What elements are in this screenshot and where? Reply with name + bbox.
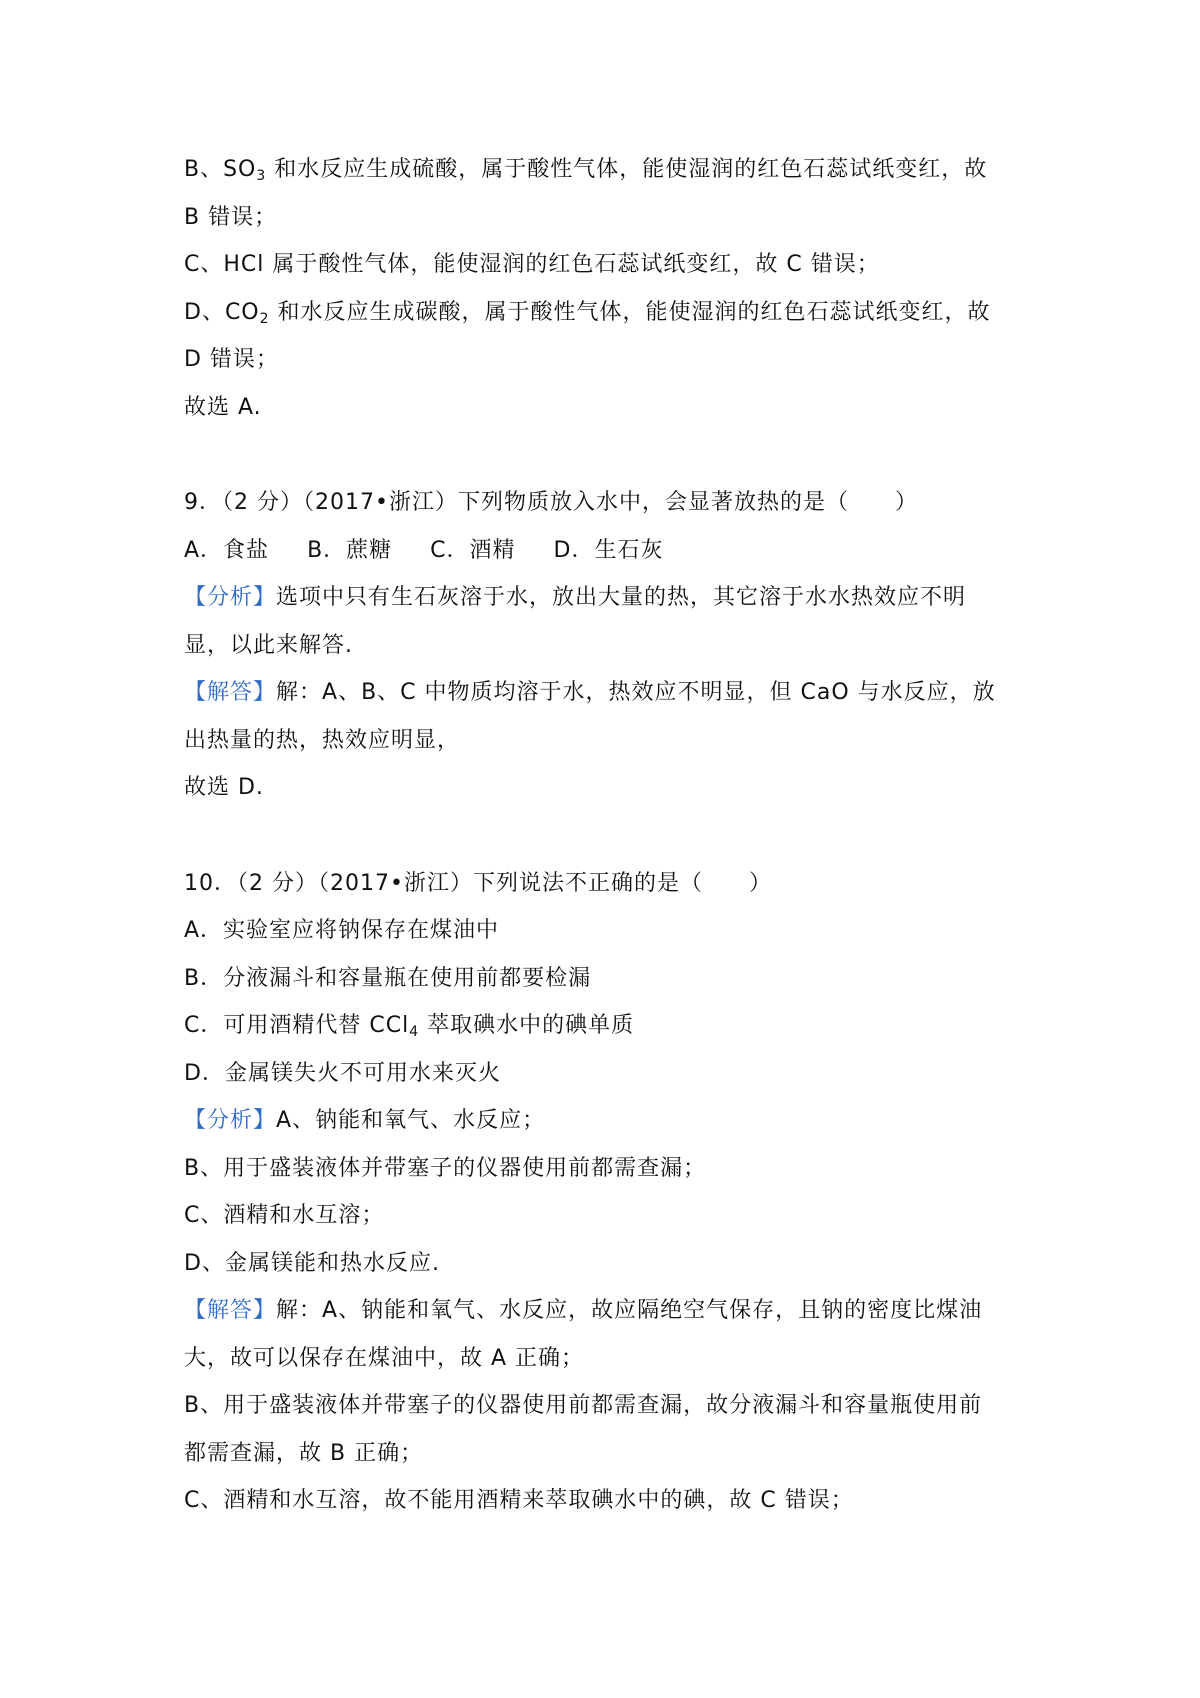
q9-stem: 9．（2 分）（2017•浙江）下列物质放入水中，会显著放热的是（ ） <box>184 490 918 515</box>
q9-option-b: B．蔗糖 <box>307 537 393 563</box>
text: 和水反应生成硫酸，属于酸性气体，能使湿润的红色石蕊试纸变红，故 <box>266 157 988 182</box>
analysis-tag: 【分析】 <box>184 1108 277 1133</box>
answer-tag: 【解答】 <box>184 1298 277 1323</box>
q10-analysis-b: B、用于盛装液体并带塞子的仪器使用前都需查漏； <box>184 1155 707 1181</box>
q10-option-b: B．分液漏斗和容量瓶在使用前都要检漏 <box>184 965 592 991</box>
q10-stem: 10．（2 分）（2017•浙江）下列说法不正确的是（ ） <box>184 870 772 896</box>
q10-answer-b-line1: B、用于盛装液体并带塞子的仪器使用前都需查漏，故分液漏斗和容量瓶使用前 <box>184 1393 983 1418</box>
q8-conclusion: 故选 A. <box>184 394 262 420</box>
q8-option-b-explanation-line1 <box>184 146 1024 194</box>
text: B、SO <box>184 157 257 182</box>
text: 解：A、B、C 中物质均溶于水，热效应不明显，但 CaO 与水反应，放 <box>276 680 996 705</box>
q9-answer-line1 <box>184 669 1024 717</box>
q10-answer-a-line1 <box>184 1287 1024 1335</box>
subscript: 3 <box>256 168 267 184</box>
q9-conclusion: 故选 D. <box>184 775 264 800</box>
q10-answer-c: C、酒精和水互溶，故不能用酒精来萃取碘水中的碘，故 C 错误； <box>184 1488 854 1513</box>
text: C．可用酒精代替 CCl <box>184 1013 410 1038</box>
q9-options <box>184 527 1024 575</box>
q9-analysis-line1 <box>184 574 1024 622</box>
text: 萃取碘水中的碘单质 <box>419 1013 635 1038</box>
q10-analysis-a <box>184 1097 1024 1145</box>
q10-analysis-d: D、金属镁能和热水反应. <box>184 1250 440 1276</box>
text: D、CO <box>184 299 260 325</box>
q8-option-b-explanation-line2: B 错误； <box>184 204 278 230</box>
spacer <box>184 812 1024 860</box>
spacer <box>184 431 1024 479</box>
q9-analysis-line2: 显，以此来解答. <box>184 632 353 658</box>
q10-option-c <box>184 1002 1024 1050</box>
q10-answer-a-line2: 大，故可以保存在煤油中，故 A 正确； <box>184 1345 585 1371</box>
q9-option-c: C．酒精 <box>430 537 516 563</box>
analysis-tag: 【分析】 <box>184 585 277 610</box>
subscript: 4 <box>409 1024 420 1040</box>
q8-option-d-explanation-line1 <box>184 289 1024 337</box>
q8-option-c-explanation: C、HCl 属于酸性气体，能使湿润的红色石蕊试纸变红，故 C 错误； <box>184 252 880 277</box>
q10-answer-b-line2: 都需查漏，故 B 正确； <box>184 1440 424 1466</box>
q10-analysis-c: C、酒精和水互溶； <box>184 1203 385 1228</box>
q9-option-a: A．食盐 <box>184 537 270 563</box>
subscript: 2 <box>259 310 270 327</box>
document-body <box>184 146 1024 1525</box>
answer-tag: 【解答】 <box>184 680 277 705</box>
q10-option-d: D．金属镁失火不可用水来灭火 <box>184 1060 501 1086</box>
text: 和水反应生成碳酸，属于酸性气体，能使湿润的红色石蕊试纸变红，故 <box>269 299 991 325</box>
q9-answer-line2: 出热量的热，热效应明显， <box>184 727 461 753</box>
text: A、钠能和氧气、水反应； <box>276 1108 546 1133</box>
q10-option-a: A．实验室应将钠保存在煤油中 <box>184 918 500 943</box>
q8-option-d-explanation-line2: D 错误； <box>184 347 279 372</box>
text: 解：A、钠能和氧气、水反应，故应隔绝空气保存，且钠的密度比煤油 <box>276 1298 983 1323</box>
q9-option-d: D．生石灰 <box>553 537 664 563</box>
text: 选项中只有生石灰溶于水，放出大量的热，其它溶于水水热效应不明 <box>276 585 967 610</box>
